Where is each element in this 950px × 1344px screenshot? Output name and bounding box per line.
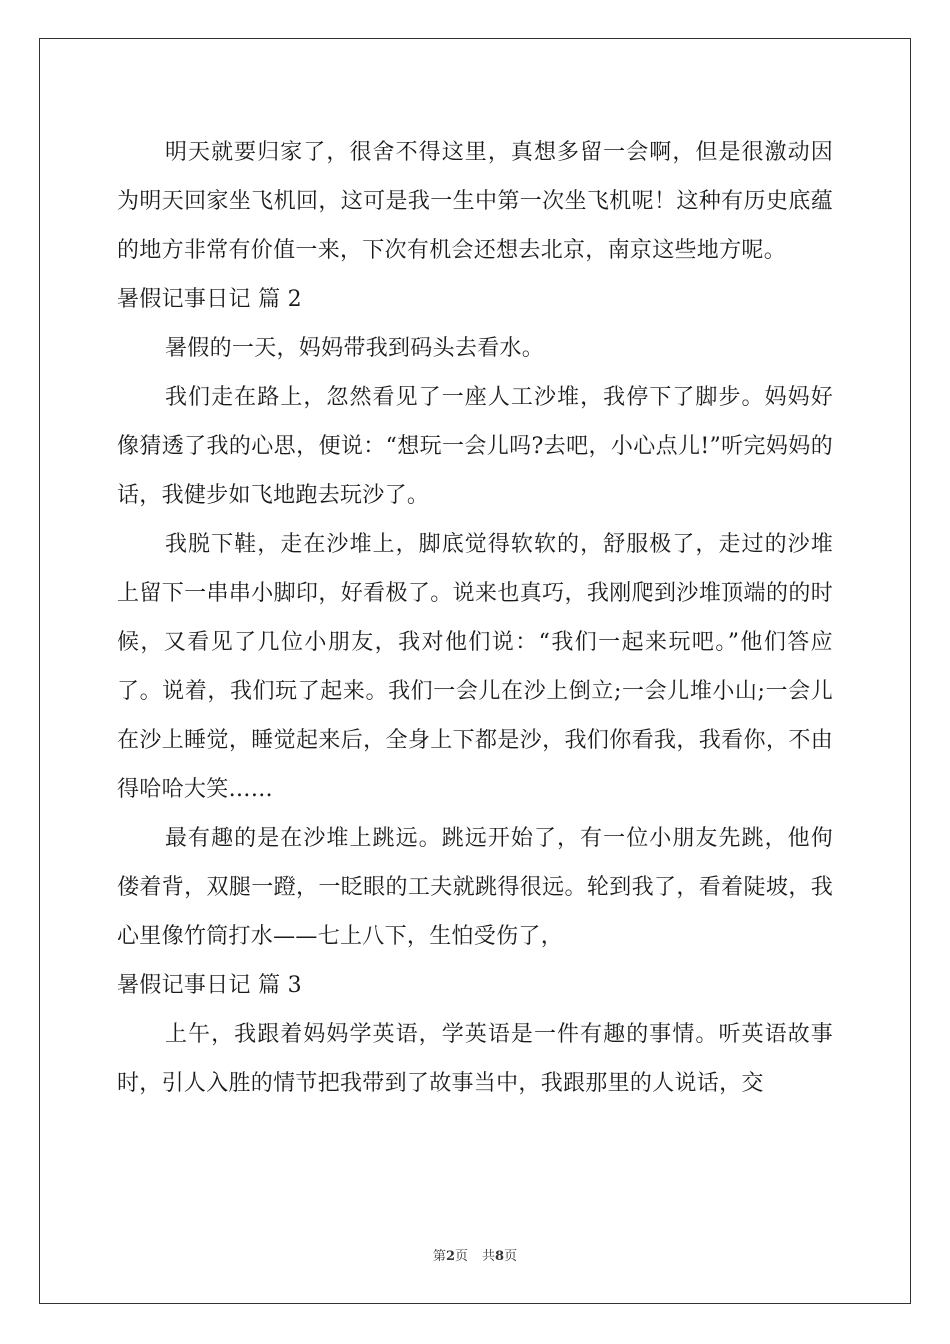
page-footer	[0, 1245, 950, 1264]
paragraph-playing-sand: 我脱下鞋，走在沙堆上，脚底觉得软软的，舒服极了，走过的沙堆上留下一串串小脚印，好看极了。说来也真巧，我刚爬到沙堆顶端的的时候，又看见了几位小朋友，我对他们说：“我们一起来玩吧。”他们答应了。说着，我们玩了起来。我们一会儿在沙上倒立;一会儿堆小山;一会儿在沙上睡觉，睡觉起来后，全身上下都是沙，我们你看我，我看你，不由得哈哈大笑……	[117, 532, 833, 802]
paragraph-dock: 暑假的一天，妈妈带我到码头去看水。	[165, 336, 545, 361]
page-number: 第2页	[432, 1249, 468, 1264]
section-heading-2: 暑假记事日记 篇 2	[117, 287, 302, 312]
paragraph-return-home: 明天就要归家了，很舍不得这里，真想多留一会啊，但是很激动因为明天回家坐飞机回，这可是我一生中第一次坐飞机呢！这种有历史底蕴的地方非常有价值一来，下次有机会还想去北京，南京这些地方呢。	[117, 140, 833, 263]
section-heading-3: 暑假记事日记 篇 3	[117, 973, 302, 998]
paragraph-english: 上午，我跟着妈妈学英语，学英语是一件有趣的事情。听英语故事时，引人入胜的情节把我带到了故事当中，我跟那里的人说话，交	[117, 1022, 833, 1096]
page-total: 共8页	[482, 1249, 518, 1264]
paragraph-long-jump: 最有趣的是在沙堆上跳远。跳远开始了，有一位小朋友先跳，他佝偻着背，双腿一蹬，一眨眼的工夫就跳得很远。轮到我了，看着陡坡，我心里像竹筒打水——七上八下，生怕受伤了，	[117, 826, 833, 949]
paragraph-sand-pile: 我们走在路上，忽然看见了一座人工沙堆，我停下了脚步。妈妈好像猜透了我的心思，便说：“想玩一会儿吗?去吧，小心点儿!”听完妈妈的话，我健步如飞地跑去玩沙了。	[117, 385, 833, 508]
document-body	[117, 128, 833, 1108]
